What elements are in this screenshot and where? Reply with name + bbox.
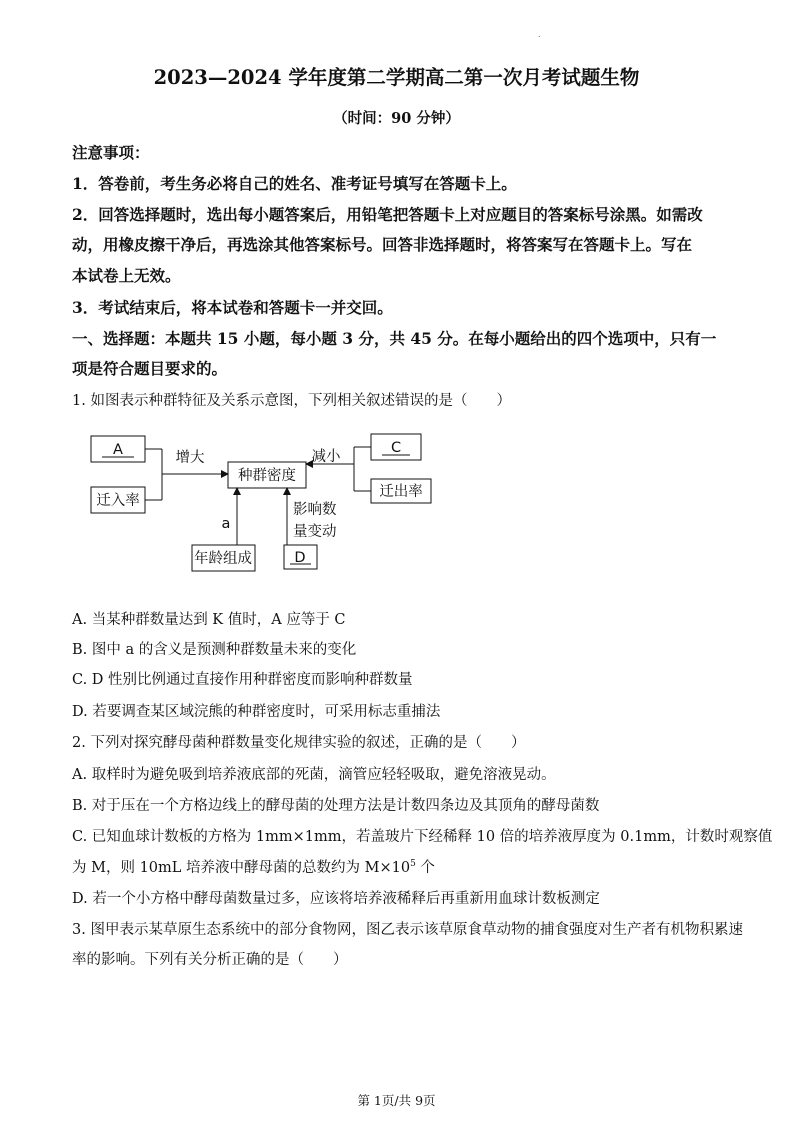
q2-option-b: B. 对于压在一个方格边线上的酵母菌的处理方法是计数四条边及其顶角的酵母菌数 [72,798,600,814]
increase-label: 增大 [175,450,205,466]
q2-option-c-line-2-unit: 个 [415,860,435,876]
exam-title: 2023—2024 学年度第二学期高二第一次月考试题生物 [153,66,640,89]
exam-time: （时间：90 分钟） [333,110,460,127]
note-3: 3．考试结束后，将本试卷和答题卡一并交回。 [72,298,393,317]
population-diagram [82,424,442,574]
age-label: 年龄组成 [194,551,252,567]
q2-option-a: A. 取样时为避免吸到培养液底部的死菌，滴管应轻轻吸取，避免溶液晃动。 [72,767,556,783]
a-label: a [221,516,231,532]
note-2-line-2: 动，用橡皮擦干净后，再选涂其他答案标号。回答非选择题时，将答案写在答题卡上。写在 [72,235,693,254]
decrease-label: 减小 [311,449,341,465]
q2-option-c-line-2-text: 为 M，则 10mL 培养液中酵母菌的总数约为 M×10 [72,860,411,876]
q1-stem: 1. 如图表示种群特征及关系示意图，下列相关叙述错误的是（ ） [72,393,511,409]
note-2-line-1: 2．回答选择题时，选出每小题答案后，用铅笔把答题卡上对应题目的答案标号涂黑。如需改 [72,205,703,224]
q2-option-d: D. 若一个小方格中酵母菌数量过多，应该将培养液稀释后再重新用血球计数板测定 [72,891,600,907]
affect-label-1: 影响数 [293,502,337,518]
q1-option-b: B. 图中 a 的含义是预测种群数量未来的变化 [72,642,357,658]
affect-label-2: 量变动 [293,524,337,540]
note-2-line-3: 本试卷上无效。 [72,266,181,285]
q1-option-a: A. 当某种群数量达到 K 值时，A 应等于 C [72,612,346,628]
box-c-label: C [390,440,402,456]
q1-option-c: C. D 性别比例通过直接作用种群密度而影响种群数量 [72,672,413,688]
emigration-label: 迁出率 [379,484,423,500]
scan-dot: . [538,30,541,39]
note-1: 1．答卷前，考生务必将自己的姓名、准考证号填写在答题卡上。 [72,174,517,193]
immigration-label: 迁入率 [96,493,140,509]
q2-option-c-line-1: C. 已知血球计数板的方格为 1mm×1mm，若盖玻片下经稀释 10 倍的培养液厚度为 0.1mm，计数时观察值 [72,829,773,845]
q3-stem-line-1: 3. 图甲表示某草原生态系统中的部分食物网，图乙表示该草原食草动物的捕食强度对生产者有机物积累速 [72,922,743,938]
section-heading-line-2: 项是符合题目要求的。 [72,359,228,378]
q2-option-c-exponent: 5 [410,859,416,870]
density-label: 种群密度 [238,468,296,484]
notes-heading: 注意事项： [72,143,150,162]
section-heading-line-1: 一、选择题：本题共 15 小题，每小题 3 分，共 45 分。在每小题给出的四个选项中，只有一 [72,329,717,348]
box-a-label: A [113,442,123,458]
q1-option-d: D. 若要调查某区域浣熊的种群密度时，可采用标志重捕法 [72,704,441,720]
q2-option-c-line-2 [72,856,435,877]
q3-stem-line-2: 率的影响。下列有关分析正确的是（ ） [72,952,348,968]
box-d-label: D [294,550,306,566]
page-footer: 第 1页/共 9页 [357,1093,436,1108]
q2-stem: 2. 下列对探究酵母菌种群数量变化规律实验的叙述，正确的是（ ） [72,735,526,751]
